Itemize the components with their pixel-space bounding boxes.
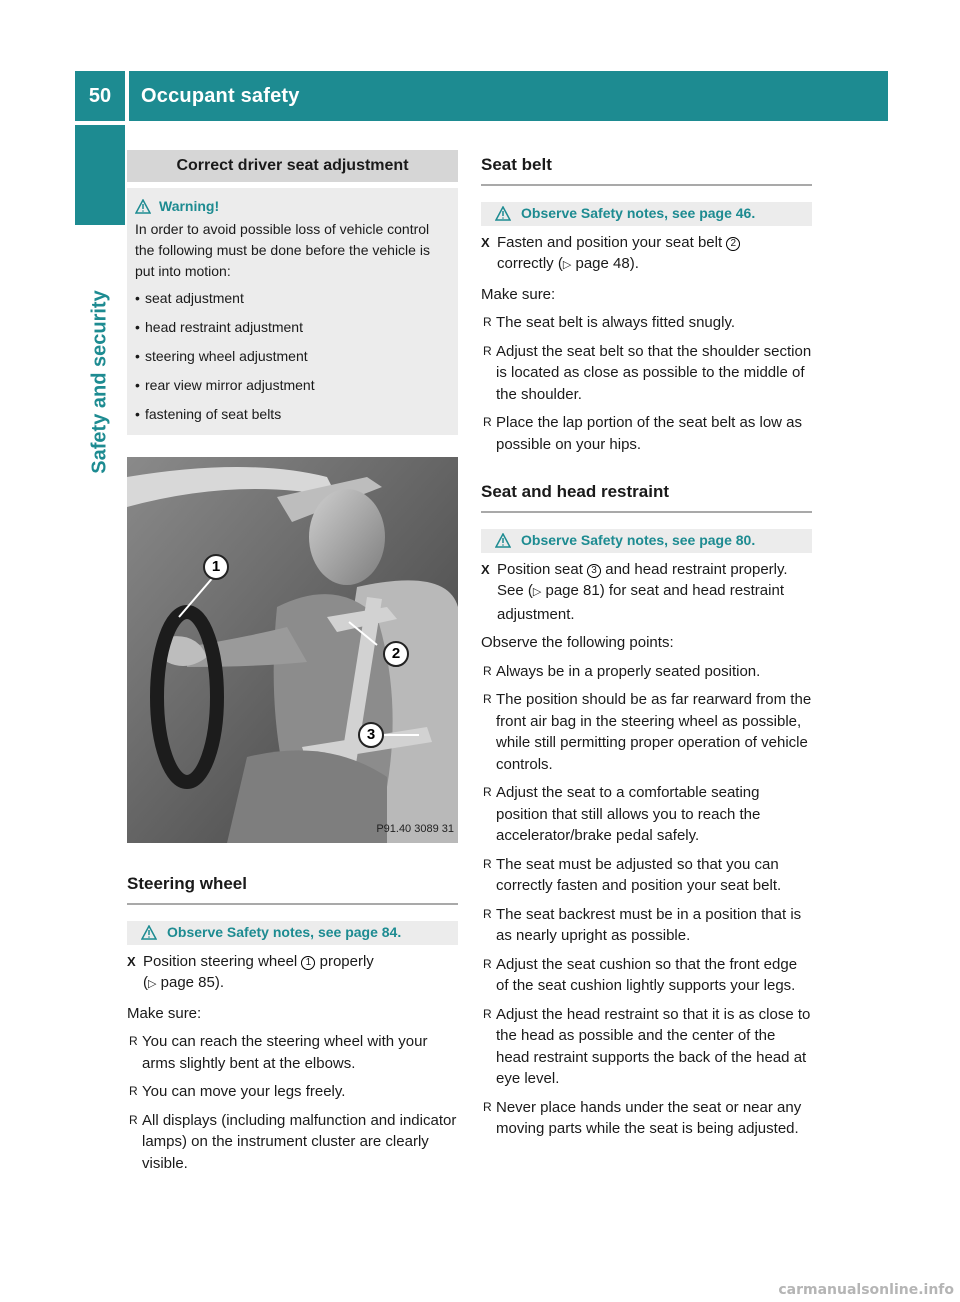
section-tab [75, 125, 125, 225]
seat-belt-list [481, 312, 812, 455]
step-text: properly [319, 952, 374, 970]
left-column [127, 150, 458, 1174]
list-item: R Adjust the head restraint so that it is as close to the head as possible and the center of the head restraint supports the back of the head at eye level. [481, 1004, 812, 1090]
steering-notes: Observe Safety notes, see page 84. [167, 923, 402, 940]
list-item: R Adjust the seat belt so that the shoulder section is located as close as possible to the middle of the shoulder. [481, 341, 812, 406]
page-number: 50 [75, 71, 125, 121]
step-text: page 85). [160, 974, 225, 991]
seat-belt-notes: Observe Safety notes, see page 46. [521, 204, 756, 221]
sidebar-label-wrap [75, 232, 125, 532]
page-ref-icon: ▷ [532, 586, 542, 598]
make-sure-label: Make sure: [481, 285, 556, 303]
list-item: R You can reach the steering wheel with your arms slightly bent at the elbows. [127, 1031, 458, 1074]
seat-head-step [481, 559, 812, 626]
list-item: R The seat belt is always fitted snugly. [481, 312, 812, 334]
callout-3: 3 [358, 722, 384, 748]
step-text: Position seat [497, 560, 583, 578]
steering-step: X Position steering wheel 1 properly (▷ page 85). [127, 951, 458, 996]
step-text: page 81) for seat and head restraint adjustment. [497, 582, 784, 623]
steering-heading: Steering wheel [127, 873, 458, 905]
list-item: R Place the lap portion of the seat belt as low as possible on your hips. [481, 412, 812, 455]
seat-head-notes-box [481, 529, 812, 553]
driver-seat-illustration [127, 457, 458, 843]
step-number-badge: 3 [587, 564, 601, 578]
observe-label: Observe the following points: [481, 634, 674, 651]
list-item: R Adjust the seat cushion so that the front edge of the seat cushion lightly supports your legs. [481, 954, 812, 997]
step-text: and head restraint properly. See ( [497, 560, 788, 599]
watermark: carmanualsonline.info [778, 1282, 954, 1298]
step-text: page 48). [575, 255, 639, 272]
warning-list [135, 288, 452, 425]
list-item: • fastening of seat belts [135, 404, 452, 425]
callout-2: 2 [383, 641, 409, 667]
list-item: • seat adjustment [135, 288, 452, 309]
list-item: R The seat backrest must be in a position that is as nearly upright as possible. [481, 904, 812, 947]
list-item: R Adjust the seat to a comfortable seating position that still allows you to reach the accelerator/brake pedal safely. [481, 782, 812, 847]
seat-belt-notes-box [481, 202, 812, 226]
list-item: R You can move your legs freely. [127, 1081, 458, 1103]
list-item: • head restraint adjustment [135, 317, 452, 338]
make-sure-label: Make sure: [127, 1004, 202, 1022]
steering-list [127, 1031, 458, 1174]
figure-code: P91.40 3089 31 [376, 822, 454, 835]
list-item: • rear view mirror adjustment [135, 375, 452, 396]
seat-head-list [481, 661, 812, 1140]
warning-icon [135, 199, 151, 214]
list-item: R All displays (including malfunction and indicator lamps) on the instrument cluster are clearly visible. [127, 1110, 458, 1175]
page-ref-icon: ▷ [148, 978, 157, 990]
warning-title: Warning! [159, 198, 220, 214]
steering-notes-box [127, 921, 458, 945]
warning-box [127, 188, 458, 435]
step-text: correctly ( [497, 255, 563, 272]
warning-text: In order to avoid possible loss of vehicle control the following must be done before the vehicle is put into motion: [135, 221, 430, 279]
seat-head-heading: Seat and head restraint [481, 481, 812, 513]
list-item: • steering wheel adjustment [135, 346, 452, 367]
step-number-badge: 1 [301, 956, 315, 970]
sidebar-label: Safety and security [88, 290, 111, 474]
seat-belt-step [481, 232, 812, 277]
list-item: R Always be in a properly seated position. [481, 661, 812, 683]
list-item: R Never place hands under the seat or near any moving parts while the seat is being adjusted. [481, 1097, 812, 1140]
seat-head-notes: Observe Safety notes, see page 80. [521, 531, 756, 548]
step-number-badge: 2 [726, 237, 740, 251]
driver-seat-heading: Correct driver seat adjustment [127, 150, 458, 182]
step-text: Position steering wheel [143, 952, 298, 970]
page-ref-icon: ▷ [562, 259, 572, 271]
page-title: Occupant safety [129, 71, 888, 121]
warning-icon [495, 533, 511, 548]
warning-icon [495, 206, 511, 221]
list-item: R The seat must be adjusted so that you can correctly fasten and position your seat belt. [481, 854, 812, 897]
step-text: Fasten and position your seat belt [497, 233, 723, 251]
seat-belt-heading: Seat belt [481, 154, 812, 186]
callout-1: 1 [203, 554, 229, 580]
warning-icon [141, 925, 157, 940]
right-column [481, 150, 812, 1140]
list-item: R The position should be as far rearward from the front air bag in the steering wheel as possible, while still permitting proper operation of vehicle controls. [481, 689, 812, 775]
warning-title-row [135, 196, 452, 217]
